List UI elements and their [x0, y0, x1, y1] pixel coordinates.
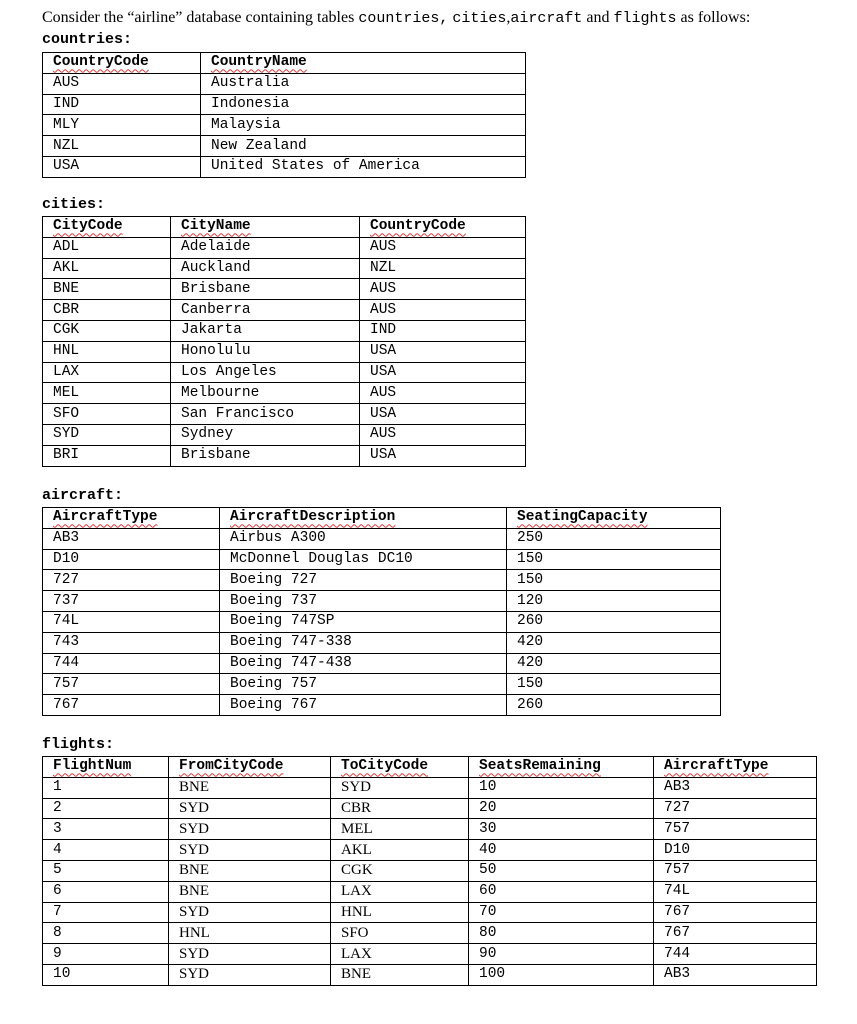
- table-cell: 757: [654, 819, 817, 840]
- table-cell: BNE: [169, 881, 331, 902]
- table-cell: 420: [507, 632, 721, 653]
- table-cell: SFO: [43, 404, 171, 425]
- table-cell: 744: [43, 653, 220, 674]
- intro-text: and: [582, 9, 614, 26]
- table-cell: 3: [43, 819, 169, 840]
- table-cell: San Francisco: [171, 404, 360, 425]
- table-cell: Adelaide: [171, 237, 360, 258]
- table-cell: BNE: [169, 860, 331, 881]
- table-row: [43, 300, 526, 321]
- table-row: [43, 695, 721, 716]
- table-cell: 2: [43, 798, 169, 819]
- table-header-row: [43, 508, 721, 529]
- table-row: [43, 611, 721, 632]
- table-cell: 80: [469, 923, 654, 944]
- table-cell: MEL: [43, 383, 171, 404]
- column-header: CountryCode: [360, 217, 526, 238]
- table-row: [43, 591, 721, 612]
- table-cell: 40: [469, 840, 654, 861]
- table-cell: 737: [43, 591, 220, 612]
- table-cell: 30: [469, 819, 654, 840]
- table-cell: 150: [507, 570, 721, 591]
- table-cell: 743: [43, 632, 220, 653]
- table-cell: AB3: [654, 964, 817, 985]
- table-cell: Honolulu: [171, 341, 360, 362]
- table-cell: Sydney: [171, 424, 360, 445]
- table-row: [43, 341, 526, 362]
- table-cell: 767: [654, 923, 817, 944]
- table-name-countries: countries,: [358, 10, 449, 27]
- table-cell: 727: [43, 570, 220, 591]
- table-cell: 10: [469, 777, 654, 798]
- table-row: [43, 73, 526, 94]
- table-cell: Boeing 747SP: [220, 611, 507, 632]
- table-row: [43, 237, 526, 258]
- intro-text: as follows:: [676, 9, 751, 26]
- table-cell: CBR: [43, 300, 171, 321]
- table-cell: SYD: [169, 840, 331, 861]
- table-cell: USA: [360, 362, 526, 383]
- table-row: [43, 923, 817, 944]
- table-cell: USA: [360, 341, 526, 362]
- table-cell: BRI: [43, 445, 171, 466]
- table-row: [43, 570, 721, 591]
- table-cell: 757: [43, 674, 220, 695]
- table-cell: Boeing 757: [220, 674, 507, 695]
- table-cell: AUS: [360, 237, 526, 258]
- table-row: [43, 383, 526, 404]
- intro-text: Consider the “airline” database containing tables: [42, 9, 359, 26]
- table-cell: Canberra: [171, 300, 360, 321]
- table-cell: MEL: [331, 819, 469, 840]
- table-cell: ADL: [43, 237, 171, 258]
- table-row: [43, 632, 721, 653]
- table-header-row: [43, 217, 526, 238]
- intro-sentence: [42, 9, 750, 27]
- aircraft-label: aircraft:: [42, 487, 124, 504]
- table-cell: Boeing 737: [220, 591, 507, 612]
- table-cell: SYD: [331, 777, 469, 798]
- intro-text: ,: [506, 9, 511, 26]
- table-cell: 727: [654, 798, 817, 819]
- table-cell: 767: [654, 902, 817, 923]
- table-row: [43, 944, 817, 965]
- table-cell: 10: [43, 964, 169, 985]
- table-row: [43, 964, 817, 985]
- table-row: [43, 424, 526, 445]
- table-cell: 50: [469, 860, 654, 881]
- column-header: FlightNum: [43, 757, 169, 778]
- table-cell: 744: [654, 944, 817, 965]
- table-row: [43, 362, 526, 383]
- table-cell: 7: [43, 902, 169, 923]
- table-cell: AKL: [43, 258, 171, 279]
- table-cell: BNE: [43, 279, 171, 300]
- table-cell: SYD: [43, 424, 171, 445]
- table-cell: 6: [43, 881, 169, 902]
- table-cell: LAX: [331, 881, 469, 902]
- table-cell: MLY: [43, 115, 201, 136]
- table-cell: Australia: [201, 73, 526, 94]
- table-cell: SYD: [169, 944, 331, 965]
- table-cell: NZL: [360, 258, 526, 279]
- table-cell: Malaysia: [201, 115, 526, 136]
- table-cell: AB3: [43, 528, 220, 549]
- table-cell: Jakarta: [171, 320, 360, 341]
- table-cell: Brisbane: [171, 445, 360, 466]
- table-cell: IND: [43, 94, 201, 115]
- table-cell: New Zealand: [201, 136, 526, 157]
- table-cell: 260: [507, 695, 721, 716]
- table-row: [43, 819, 817, 840]
- table-row: [43, 881, 817, 902]
- table-cell: 120: [507, 591, 721, 612]
- table-cell: Airbus A300: [220, 528, 507, 549]
- table-cell: 4: [43, 840, 169, 861]
- table-cell: CGK: [331, 860, 469, 881]
- table-cell: Melbourne: [171, 383, 360, 404]
- table-name-aircraft: aircraft: [510, 10, 583, 27]
- table-row: [43, 840, 817, 861]
- column-header: CountryName: [201, 53, 526, 74]
- table-cell: 74L: [654, 881, 817, 902]
- table-cell: AUS: [360, 383, 526, 404]
- table-cell: 9: [43, 944, 169, 965]
- table-row: [43, 445, 526, 466]
- table-row: [43, 320, 526, 341]
- table-cell: SYD: [169, 798, 331, 819]
- table-cell: LAX: [331, 944, 469, 965]
- table-cell: 70: [469, 902, 654, 923]
- table-cell: AUS: [360, 279, 526, 300]
- table-cell: USA: [360, 404, 526, 425]
- table-cell: IND: [360, 320, 526, 341]
- table-row: [43, 653, 721, 674]
- column-header: CityName: [171, 217, 360, 238]
- flights-table: [42, 756, 817, 986]
- table-cell: United States of America: [201, 156, 526, 177]
- table-row: [43, 528, 721, 549]
- table-row: [43, 674, 721, 695]
- column-header: CountryCode: [43, 53, 201, 74]
- table-cell: HNL: [43, 341, 171, 362]
- table-cell: Boeing 727: [220, 570, 507, 591]
- table-cell: NZL: [43, 136, 201, 157]
- table-cell: 420: [507, 653, 721, 674]
- table-header-row: [43, 53, 526, 74]
- table-cell: BNE: [331, 964, 469, 985]
- table-cell: Los Angeles: [171, 362, 360, 383]
- table-cell: AUS: [360, 424, 526, 445]
- table-row: [43, 404, 526, 425]
- table-cell: 90: [469, 944, 654, 965]
- table-cell: 250: [507, 528, 721, 549]
- table-cell: SYD: [169, 964, 331, 985]
- column-header: ToCityCode: [331, 757, 469, 778]
- table-cell: USA: [43, 156, 201, 177]
- table-row: [43, 94, 526, 115]
- table-cell: D10: [43, 549, 220, 570]
- table-cell: SYD: [169, 819, 331, 840]
- table-cell: Boeing 747-438: [220, 653, 507, 674]
- table-row: [43, 798, 817, 819]
- table-row: [43, 156, 526, 177]
- table-cell: 1: [43, 777, 169, 798]
- table-cell: 100: [469, 964, 654, 985]
- table-cell: 5: [43, 860, 169, 881]
- table-cell: HNL: [169, 923, 331, 944]
- table-cell: 767: [43, 695, 220, 716]
- table-header-row: [43, 757, 817, 778]
- table-cell: 74L: [43, 611, 220, 632]
- column-header: AircraftType: [654, 757, 817, 778]
- table-row: [43, 902, 817, 923]
- table-cell: Auckland: [171, 258, 360, 279]
- table-name-flights: flights: [613, 10, 677, 27]
- table-cell: 150: [507, 674, 721, 695]
- table-row: [43, 777, 817, 798]
- table-row: [43, 860, 817, 881]
- table-cell: BNE: [169, 777, 331, 798]
- aircraft-table: [42, 507, 721, 716]
- table-cell: Indonesia: [201, 94, 526, 115]
- column-header: SeatingCapacity: [507, 508, 721, 529]
- cities-table: [42, 216, 526, 467]
- table-cell: 20: [469, 798, 654, 819]
- column-header: SeatsRemaining: [469, 757, 654, 778]
- table-cell: AUS: [43, 73, 201, 94]
- table-name-cities: cities: [452, 10, 507, 27]
- countries-label: countries:: [42, 31, 133, 48]
- table-cell: Brisbane: [171, 279, 360, 300]
- column-header: FromCityCode: [169, 757, 331, 778]
- table-cell: 60: [469, 881, 654, 902]
- table-cell: Boeing 767: [220, 695, 507, 716]
- table-cell: 150: [507, 549, 721, 570]
- table-cell: HNL: [331, 902, 469, 923]
- column-header: AircraftType: [43, 508, 220, 529]
- table-cell: Boeing 747-338: [220, 632, 507, 653]
- table-cell: CGK: [43, 320, 171, 341]
- flights-label: flights:: [42, 736, 115, 753]
- table-cell: 260: [507, 611, 721, 632]
- table-cell: SYD: [169, 902, 331, 923]
- table-row: [43, 136, 526, 157]
- table-row: [43, 115, 526, 136]
- column-header: AircraftDescription: [220, 508, 507, 529]
- table-row: [43, 258, 526, 279]
- column-header: CityCode: [43, 217, 171, 238]
- cities-label: cities:: [42, 196, 106, 213]
- table-cell: D10: [654, 840, 817, 861]
- table-cell: LAX: [43, 362, 171, 383]
- table-cell: CBR: [331, 798, 469, 819]
- table-cell: 757: [654, 860, 817, 881]
- table-cell: 8: [43, 923, 169, 944]
- table-cell: AB3: [654, 777, 817, 798]
- countries-table: [42, 52, 526, 178]
- table-row: [43, 549, 721, 570]
- table-row: [43, 279, 526, 300]
- table-cell: USA: [360, 445, 526, 466]
- table-cell: SFO: [331, 923, 469, 944]
- table-cell: McDonnel Douglas DC10: [220, 549, 507, 570]
- table-cell: AUS: [360, 300, 526, 321]
- table-cell: AKL: [331, 840, 469, 861]
